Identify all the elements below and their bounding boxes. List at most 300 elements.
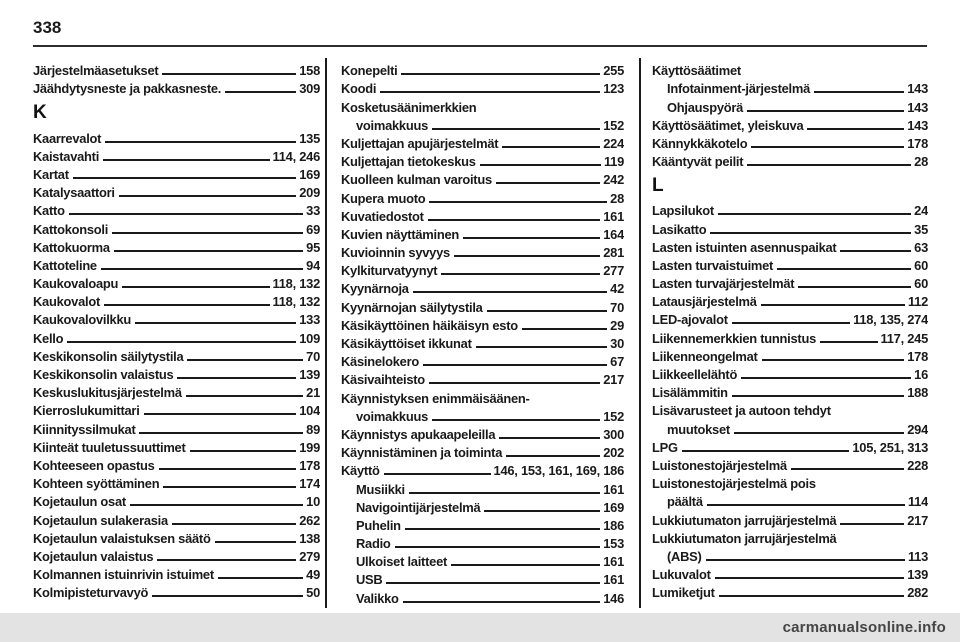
entry-page-numbers: 294 bbox=[907, 421, 928, 437]
dot-leader bbox=[506, 455, 600, 457]
entry-page-numbers: 277 bbox=[603, 263, 624, 279]
dot-leader bbox=[522, 328, 607, 330]
entry-page-numbers: 10 bbox=[306, 494, 320, 510]
index-entry bbox=[652, 455, 928, 473]
index-entry bbox=[652, 237, 928, 255]
entry-text: Käsivaihteisto bbox=[341, 372, 425, 388]
index-entry bbox=[652, 564, 928, 582]
section-letter: L bbox=[652, 175, 664, 197]
entry-text: Kohteeseen opastus bbox=[33, 457, 155, 473]
entry-text: Kartat bbox=[33, 166, 69, 182]
dot-leader bbox=[130, 504, 303, 506]
dot-leader bbox=[718, 213, 911, 215]
dot-leader bbox=[428, 219, 601, 221]
entry-text: Kojetaulun valaistuksen säätö bbox=[33, 530, 211, 546]
entry-text: Kojetaulun sulakerasia bbox=[33, 512, 168, 528]
dot-leader bbox=[451, 564, 600, 566]
entry-text: Lumiketjut bbox=[652, 585, 715, 601]
entry-text: Käynnistäminen ja toiminta bbox=[341, 445, 503, 461]
index-entry bbox=[652, 491, 928, 509]
entry-text: Kaukovalot bbox=[33, 294, 100, 310]
entry-text: Kyynärnoja bbox=[341, 281, 409, 297]
dot-leader bbox=[190, 450, 297, 452]
dot-leader bbox=[405, 528, 600, 530]
index-entry bbox=[33, 400, 320, 418]
entry-page-numbers: 174 bbox=[299, 476, 320, 492]
entry-text: Käsikäyttöinen häikäisyn esto bbox=[341, 317, 518, 333]
dot-leader bbox=[429, 382, 600, 384]
index-entry bbox=[33, 127, 320, 145]
entry-page-numbers: 138 bbox=[299, 530, 320, 546]
entry-text: Käyttösäätimet, yleiskuva bbox=[652, 117, 804, 133]
dot-leader bbox=[432, 128, 600, 130]
entry-text: Keskikonsolin valaistus bbox=[33, 367, 174, 382]
index-entry bbox=[652, 200, 928, 218]
dot-leader bbox=[409, 492, 600, 494]
entry-page-numbers: 161 bbox=[603, 572, 624, 588]
entry-page-numbers: 199 bbox=[299, 439, 320, 455]
entry-page-numbers: 28 bbox=[914, 154, 928, 170]
entry-page-numbers: 70 bbox=[306, 348, 320, 364]
entry-page-numbers: 21 bbox=[306, 385, 320, 401]
index-entry bbox=[341, 369, 624, 387]
index-entry bbox=[341, 96, 624, 114]
entry-page-numbers: 119 bbox=[603, 154, 624, 170]
entry-text: Ulkoiset laitteet bbox=[356, 554, 448, 570]
index-entry bbox=[341, 296, 624, 314]
index-entry bbox=[652, 218, 928, 236]
dot-leader bbox=[484, 510, 600, 512]
entry-text: Kaarrevalot bbox=[33, 130, 102, 146]
entry-page-numbers: 60 bbox=[914, 257, 928, 273]
dot-leader bbox=[747, 110, 904, 112]
entry-text: Lisävarusteet ja autoon tehdyt bbox=[652, 403, 831, 419]
entry-text: Järjestelmäasetukset bbox=[33, 63, 159, 79]
entry-text: Kaistavahti bbox=[33, 148, 100, 164]
entry-text: Lasten turvaistuimet bbox=[652, 257, 774, 273]
index-entry bbox=[341, 515, 624, 533]
entry-page-numbers: 161 bbox=[603, 481, 624, 497]
index-entry bbox=[341, 151, 624, 169]
entry-page-numbers: 281 bbox=[603, 245, 624, 261]
index-entry bbox=[652, 400, 928, 418]
entry-page-numbers: 139 bbox=[299, 367, 320, 382]
index-column-3 bbox=[652, 60, 928, 612]
dot-leader bbox=[122, 286, 269, 288]
dot-leader bbox=[840, 523, 904, 525]
dot-leader bbox=[798, 286, 911, 288]
entry-page-numbers: 188 bbox=[907, 385, 928, 401]
entry-page-numbers: 217 bbox=[907, 512, 928, 528]
index-entry bbox=[33, 382, 320, 400]
entry-text: Katalysaattori bbox=[33, 185, 115, 201]
index-entry bbox=[341, 551, 624, 569]
entry-text: Käyttösäätimet bbox=[652, 63, 741, 79]
entry-text: Konepelti bbox=[341, 63, 398, 79]
entry-text: Lapsilukot bbox=[652, 203, 714, 219]
entry-text: Infotainment-järjestelmä bbox=[667, 81, 810, 97]
entry-page-numbers: 89 bbox=[306, 421, 320, 437]
entry-page-numbers: 123 bbox=[603, 81, 624, 97]
dot-leader bbox=[119, 195, 296, 197]
entry-text: Lukkiutumaton jarrujärjestelmä bbox=[652, 512, 837, 528]
dot-leader bbox=[187, 359, 303, 361]
index-entry bbox=[341, 478, 624, 496]
entry-text: Lasikatto bbox=[652, 221, 707, 237]
dot-leader bbox=[163, 486, 296, 488]
entry-page-numbers: 60 bbox=[914, 276, 928, 292]
entry-text: Lukkiutumaton jarrujärjestelmä bbox=[652, 530, 837, 546]
dot-leader bbox=[463, 237, 600, 239]
index-entry bbox=[33, 200, 320, 218]
index-entry bbox=[341, 260, 624, 278]
dot-leader bbox=[73, 177, 296, 179]
entry-text: Kiinteät tuuletussuuttimet bbox=[33, 439, 186, 455]
watermark-bar bbox=[0, 613, 960, 642]
dot-leader bbox=[103, 159, 270, 161]
dot-leader bbox=[139, 432, 303, 434]
entry-page-numbers: 146, 153, 161, 169, 186 bbox=[493, 463, 624, 479]
index-entry bbox=[652, 115, 928, 133]
dot-leader bbox=[105, 141, 296, 143]
entry-page-numbers: 117, 245 bbox=[880, 330, 928, 346]
dot-leader bbox=[152, 595, 303, 597]
entry-text: Lasten istuinten asennuspaikat bbox=[652, 239, 837, 255]
index-entry bbox=[341, 533, 624, 551]
index-entry bbox=[652, 96, 928, 114]
entry-page-numbers: 114, 246 bbox=[272, 148, 320, 164]
dot-leader bbox=[499, 437, 600, 439]
entry-page-numbers: 69 bbox=[306, 221, 320, 237]
entry-text: Käynnistys apukaapeleilla bbox=[341, 426, 496, 442]
dot-leader bbox=[186, 395, 303, 397]
index-entry bbox=[33, 237, 320, 255]
dot-leader bbox=[432, 419, 600, 421]
entry-text: Kupera muoto bbox=[341, 190, 426, 206]
entry-text: Käsinelokero bbox=[341, 354, 419, 370]
entry-page-numbers: 70 bbox=[610, 299, 624, 315]
dot-leader bbox=[820, 341, 878, 343]
entry-page-numbers: 35 bbox=[914, 221, 928, 237]
entry-text: Lasten turvajärjestelmät bbox=[652, 276, 795, 292]
dot-leader bbox=[777, 268, 911, 270]
entry-text: Katto bbox=[33, 203, 65, 219]
index-entry bbox=[33, 327, 320, 345]
dot-leader bbox=[380, 91, 600, 93]
index-entry bbox=[33, 564, 320, 582]
entry-page-numbers: 33 bbox=[306, 203, 320, 219]
index-entry bbox=[33, 473, 320, 491]
entry-page-numbers: 67 bbox=[610, 354, 624, 370]
dot-leader bbox=[101, 268, 303, 270]
entry-page-numbers: 300 bbox=[603, 426, 624, 442]
dot-leader bbox=[112, 232, 303, 234]
entry-text: Luistonestojärjestelmä bbox=[652, 457, 787, 473]
index-entry bbox=[33, 418, 320, 436]
dot-leader bbox=[732, 322, 850, 324]
entry-text: Kojetaulun osat bbox=[33, 494, 126, 510]
index-column-2 bbox=[341, 60, 624, 612]
entry-text: Kuvien näyttäminen bbox=[341, 226, 459, 242]
entry-text: Luistonestojärjestelmä pois bbox=[652, 476, 816, 492]
dot-leader bbox=[747, 164, 911, 166]
index-entry bbox=[341, 169, 624, 187]
index-entry bbox=[652, 382, 928, 400]
dot-leader bbox=[429, 201, 607, 203]
entry-text: Kattokonsoli bbox=[33, 221, 109, 237]
index-entry bbox=[341, 442, 624, 460]
entry-text: Kuljettajan tietokeskus bbox=[341, 154, 476, 170]
watermark-text: carmanualsonline.info bbox=[782, 619, 946, 636]
index-entry bbox=[652, 60, 928, 78]
index-entry bbox=[33, 60, 320, 78]
entry-page-numbers: 178 bbox=[907, 135, 928, 151]
index-entry bbox=[341, 587, 624, 605]
entry-page-numbers: 169 bbox=[299, 166, 320, 182]
dot-leader bbox=[114, 250, 303, 252]
entry-page-numbers: 152 bbox=[603, 408, 624, 424]
entry-page-numbers: 262 bbox=[299, 512, 320, 528]
entry-page-numbers: 282 bbox=[907, 585, 928, 601]
entry-text: Kosketusäänimerkkien bbox=[341, 99, 477, 115]
entry-text: Kännykkäkotelo bbox=[652, 135, 748, 151]
entry-page-numbers: 209 bbox=[299, 185, 320, 201]
index-entry bbox=[652, 78, 928, 96]
entry-text: Liikenneongelmat bbox=[652, 348, 758, 364]
index-entry bbox=[33, 455, 320, 473]
entry-page-numbers: 135 bbox=[299, 130, 320, 146]
entry-text: Kohteen syöttäminen bbox=[33, 476, 160, 492]
entry-text: Jäähdytysneste ja pakkasneste. bbox=[33, 81, 222, 97]
index-entry bbox=[652, 528, 928, 546]
entry-text: Kaukovaloapu bbox=[33, 276, 119, 292]
dot-leader bbox=[502, 146, 600, 148]
index-entry bbox=[33, 528, 320, 546]
entry-text: Käyttö bbox=[341, 463, 380, 479]
entry-page-numbers: 118, 135, 274 bbox=[853, 312, 928, 328]
dot-leader bbox=[706, 559, 905, 561]
dot-leader bbox=[172, 523, 296, 525]
index-entry bbox=[652, 473, 928, 491]
dot-leader bbox=[496, 182, 600, 184]
index-entry bbox=[33, 291, 320, 309]
entry-page-numbers: 114 bbox=[907, 494, 928, 510]
entry-page-numbers: 94 bbox=[306, 257, 320, 273]
index-entry bbox=[341, 315, 624, 333]
dot-leader bbox=[707, 504, 905, 506]
dot-leader bbox=[144, 413, 297, 415]
entry-text: Liikkeellelähtö bbox=[652, 367, 738, 382]
index-entry bbox=[341, 60, 624, 78]
section-letter: K bbox=[33, 102, 47, 124]
dot-leader bbox=[751, 146, 904, 148]
entry-page-numbers: 95 bbox=[306, 239, 320, 255]
index-entry bbox=[652, 364, 928, 382]
index-entry bbox=[341, 424, 624, 442]
index-entry bbox=[341, 351, 624, 369]
entry-page-numbers: 143 bbox=[907, 99, 928, 115]
dot-leader bbox=[135, 322, 296, 324]
index-entry bbox=[652, 437, 928, 455]
entry-text: Lukuvalot bbox=[652, 567, 711, 583]
dot-leader bbox=[734, 432, 904, 434]
entry-page-numbers: 118, 132 bbox=[272, 294, 320, 310]
entry-page-numbers: 16 bbox=[914, 367, 928, 382]
entry-text: Liikennemerkkien tunnistus bbox=[652, 330, 816, 346]
index-entry bbox=[652, 418, 928, 436]
index-entry bbox=[33, 164, 320, 182]
entry-text: Radio bbox=[356, 536, 391, 552]
entry-page-numbers: 178 bbox=[907, 348, 928, 364]
dot-leader bbox=[423, 364, 607, 366]
dot-leader bbox=[401, 73, 600, 75]
entry-page-numbers: 217 bbox=[603, 372, 624, 388]
dot-leader bbox=[762, 359, 905, 361]
dot-leader bbox=[682, 450, 850, 452]
entry-text: Koodi bbox=[341, 81, 377, 97]
index-entry bbox=[652, 133, 928, 151]
index-entry bbox=[33, 255, 320, 273]
index-entry bbox=[652, 546, 928, 564]
index-entry bbox=[652, 151, 928, 169]
column-separator bbox=[639, 58, 641, 608]
entry-page-numbers: 29 bbox=[610, 317, 624, 333]
entry-text: Latausjärjestelmä bbox=[652, 294, 757, 310]
index-entry bbox=[341, 569, 624, 587]
dot-leader bbox=[791, 468, 904, 470]
entry-text: Kuvioinnin syvyys bbox=[341, 245, 450, 261]
entry-page-numbers: 242 bbox=[603, 172, 624, 188]
dot-leader bbox=[159, 468, 297, 470]
index-entry bbox=[652, 327, 928, 345]
entry-text: USB bbox=[356, 572, 383, 588]
dot-leader bbox=[761, 304, 905, 306]
index-entry bbox=[341, 460, 624, 478]
index-entry bbox=[33, 491, 320, 509]
index-entry bbox=[33, 509, 320, 527]
entry-text: Puhelin bbox=[356, 517, 401, 533]
dot-leader bbox=[177, 377, 296, 379]
entry-text: Kääntyvät peilit bbox=[652, 154, 744, 170]
dot-leader bbox=[215, 541, 297, 543]
entry-page-numbers: 224 bbox=[603, 135, 624, 151]
entry-text: Kolmipisteturvavyö bbox=[33, 585, 149, 601]
index-entry bbox=[33, 218, 320, 236]
index-entry bbox=[341, 206, 624, 224]
dot-leader bbox=[104, 304, 270, 306]
index-entry bbox=[33, 309, 320, 327]
entry-text: Kattokuorma bbox=[33, 239, 110, 255]
dot-leader bbox=[840, 250, 911, 252]
dot-leader bbox=[395, 546, 601, 548]
index-entry bbox=[652, 346, 928, 364]
index-entry bbox=[341, 242, 624, 260]
index-entry bbox=[341, 333, 624, 351]
entry-text: LPG bbox=[652, 439, 678, 455]
index-entry bbox=[341, 133, 624, 151]
entry-text: voimakkuus bbox=[356, 408, 429, 424]
entry-page-numbers: 153 bbox=[603, 536, 624, 552]
entry-text: Kattoteline bbox=[33, 257, 97, 273]
index-entry bbox=[652, 509, 928, 527]
dot-leader bbox=[715, 577, 905, 579]
entry-text: Navigointijärjestelmä bbox=[356, 499, 481, 515]
index-entry bbox=[341, 387, 624, 405]
entry-page-numbers: 255 bbox=[603, 63, 624, 79]
index-entry bbox=[341, 278, 624, 296]
dot-leader bbox=[69, 213, 303, 215]
dot-leader bbox=[480, 164, 601, 166]
dot-leader bbox=[157, 559, 296, 561]
entry-page-numbers: 50 bbox=[306, 585, 320, 601]
index-entry bbox=[341, 497, 624, 515]
entry-text: Keskikonsolin säilytystila bbox=[33, 348, 184, 364]
dot-leader bbox=[225, 91, 296, 93]
entry-text: Keskuslukitusjärjestelmä bbox=[33, 385, 182, 401]
index-entry bbox=[33, 546, 320, 564]
dot-leader bbox=[413, 291, 607, 293]
entry-page-numbers: 28 bbox=[610, 190, 624, 206]
dot-leader bbox=[454, 255, 600, 257]
entry-text: Musiikki bbox=[356, 481, 405, 497]
index-entry bbox=[341, 78, 624, 96]
entry-text: Kierroslukumittari bbox=[33, 403, 140, 419]
entry-page-numbers: 202 bbox=[603, 445, 624, 461]
entry-text: (ABS) bbox=[667, 548, 702, 564]
index-column-1 bbox=[33, 60, 320, 612]
index-entry bbox=[341, 115, 624, 133]
entry-page-numbers: 42 bbox=[610, 281, 624, 297]
index-entry bbox=[652, 582, 928, 600]
entry-page-numbers: 24 bbox=[914, 203, 928, 219]
entry-page-numbers: 178 bbox=[299, 457, 320, 473]
entry-page-numbers: 63 bbox=[914, 239, 928, 255]
entry-text: Kolmannen istuinrivin istuimet bbox=[33, 567, 214, 583]
dot-leader bbox=[384, 473, 491, 475]
entry-page-numbers: 49 bbox=[306, 567, 320, 583]
entry-text: Kuvatiedostot bbox=[341, 208, 424, 224]
entry-page-numbers: 143 bbox=[907, 81, 928, 97]
entry-page-numbers: 133 bbox=[299, 312, 320, 328]
entry-page-numbers: 161 bbox=[603, 208, 624, 224]
entry-page-numbers: 143 bbox=[907, 117, 928, 133]
index-entry bbox=[652, 291, 928, 309]
dot-leader bbox=[732, 395, 904, 397]
entry-text: Kello bbox=[33, 330, 64, 346]
index-entry bbox=[33, 437, 320, 455]
index-entry bbox=[33, 582, 320, 600]
entry-text: voimakkuus bbox=[356, 117, 429, 133]
dot-leader bbox=[741, 377, 911, 379]
entry-page-numbers: 279 bbox=[299, 548, 320, 564]
entry-page-numbers: 112 bbox=[907, 294, 928, 310]
index-entry bbox=[33, 346, 320, 364]
entry-page-numbers: 164 bbox=[603, 226, 624, 242]
entry-text: Käsikäyttöiset ikkunat bbox=[341, 336, 472, 351]
dot-leader bbox=[710, 232, 911, 234]
index-entry bbox=[652, 309, 928, 327]
dot-leader bbox=[162, 73, 296, 75]
entry-page-numbers: 139 bbox=[907, 567, 928, 583]
entry-page-numbers: 118, 132 bbox=[272, 276, 320, 292]
entry-page-numbers: 158 bbox=[299, 63, 320, 79]
entry-page-numbers: 152 bbox=[603, 117, 624, 133]
entry-text: Kojetaulun valaistus bbox=[33, 548, 154, 564]
dot-leader bbox=[386, 582, 600, 584]
entry-page-numbers: 146 bbox=[603, 590, 624, 606]
index-entry bbox=[341, 224, 624, 242]
dot-leader bbox=[814, 91, 904, 93]
